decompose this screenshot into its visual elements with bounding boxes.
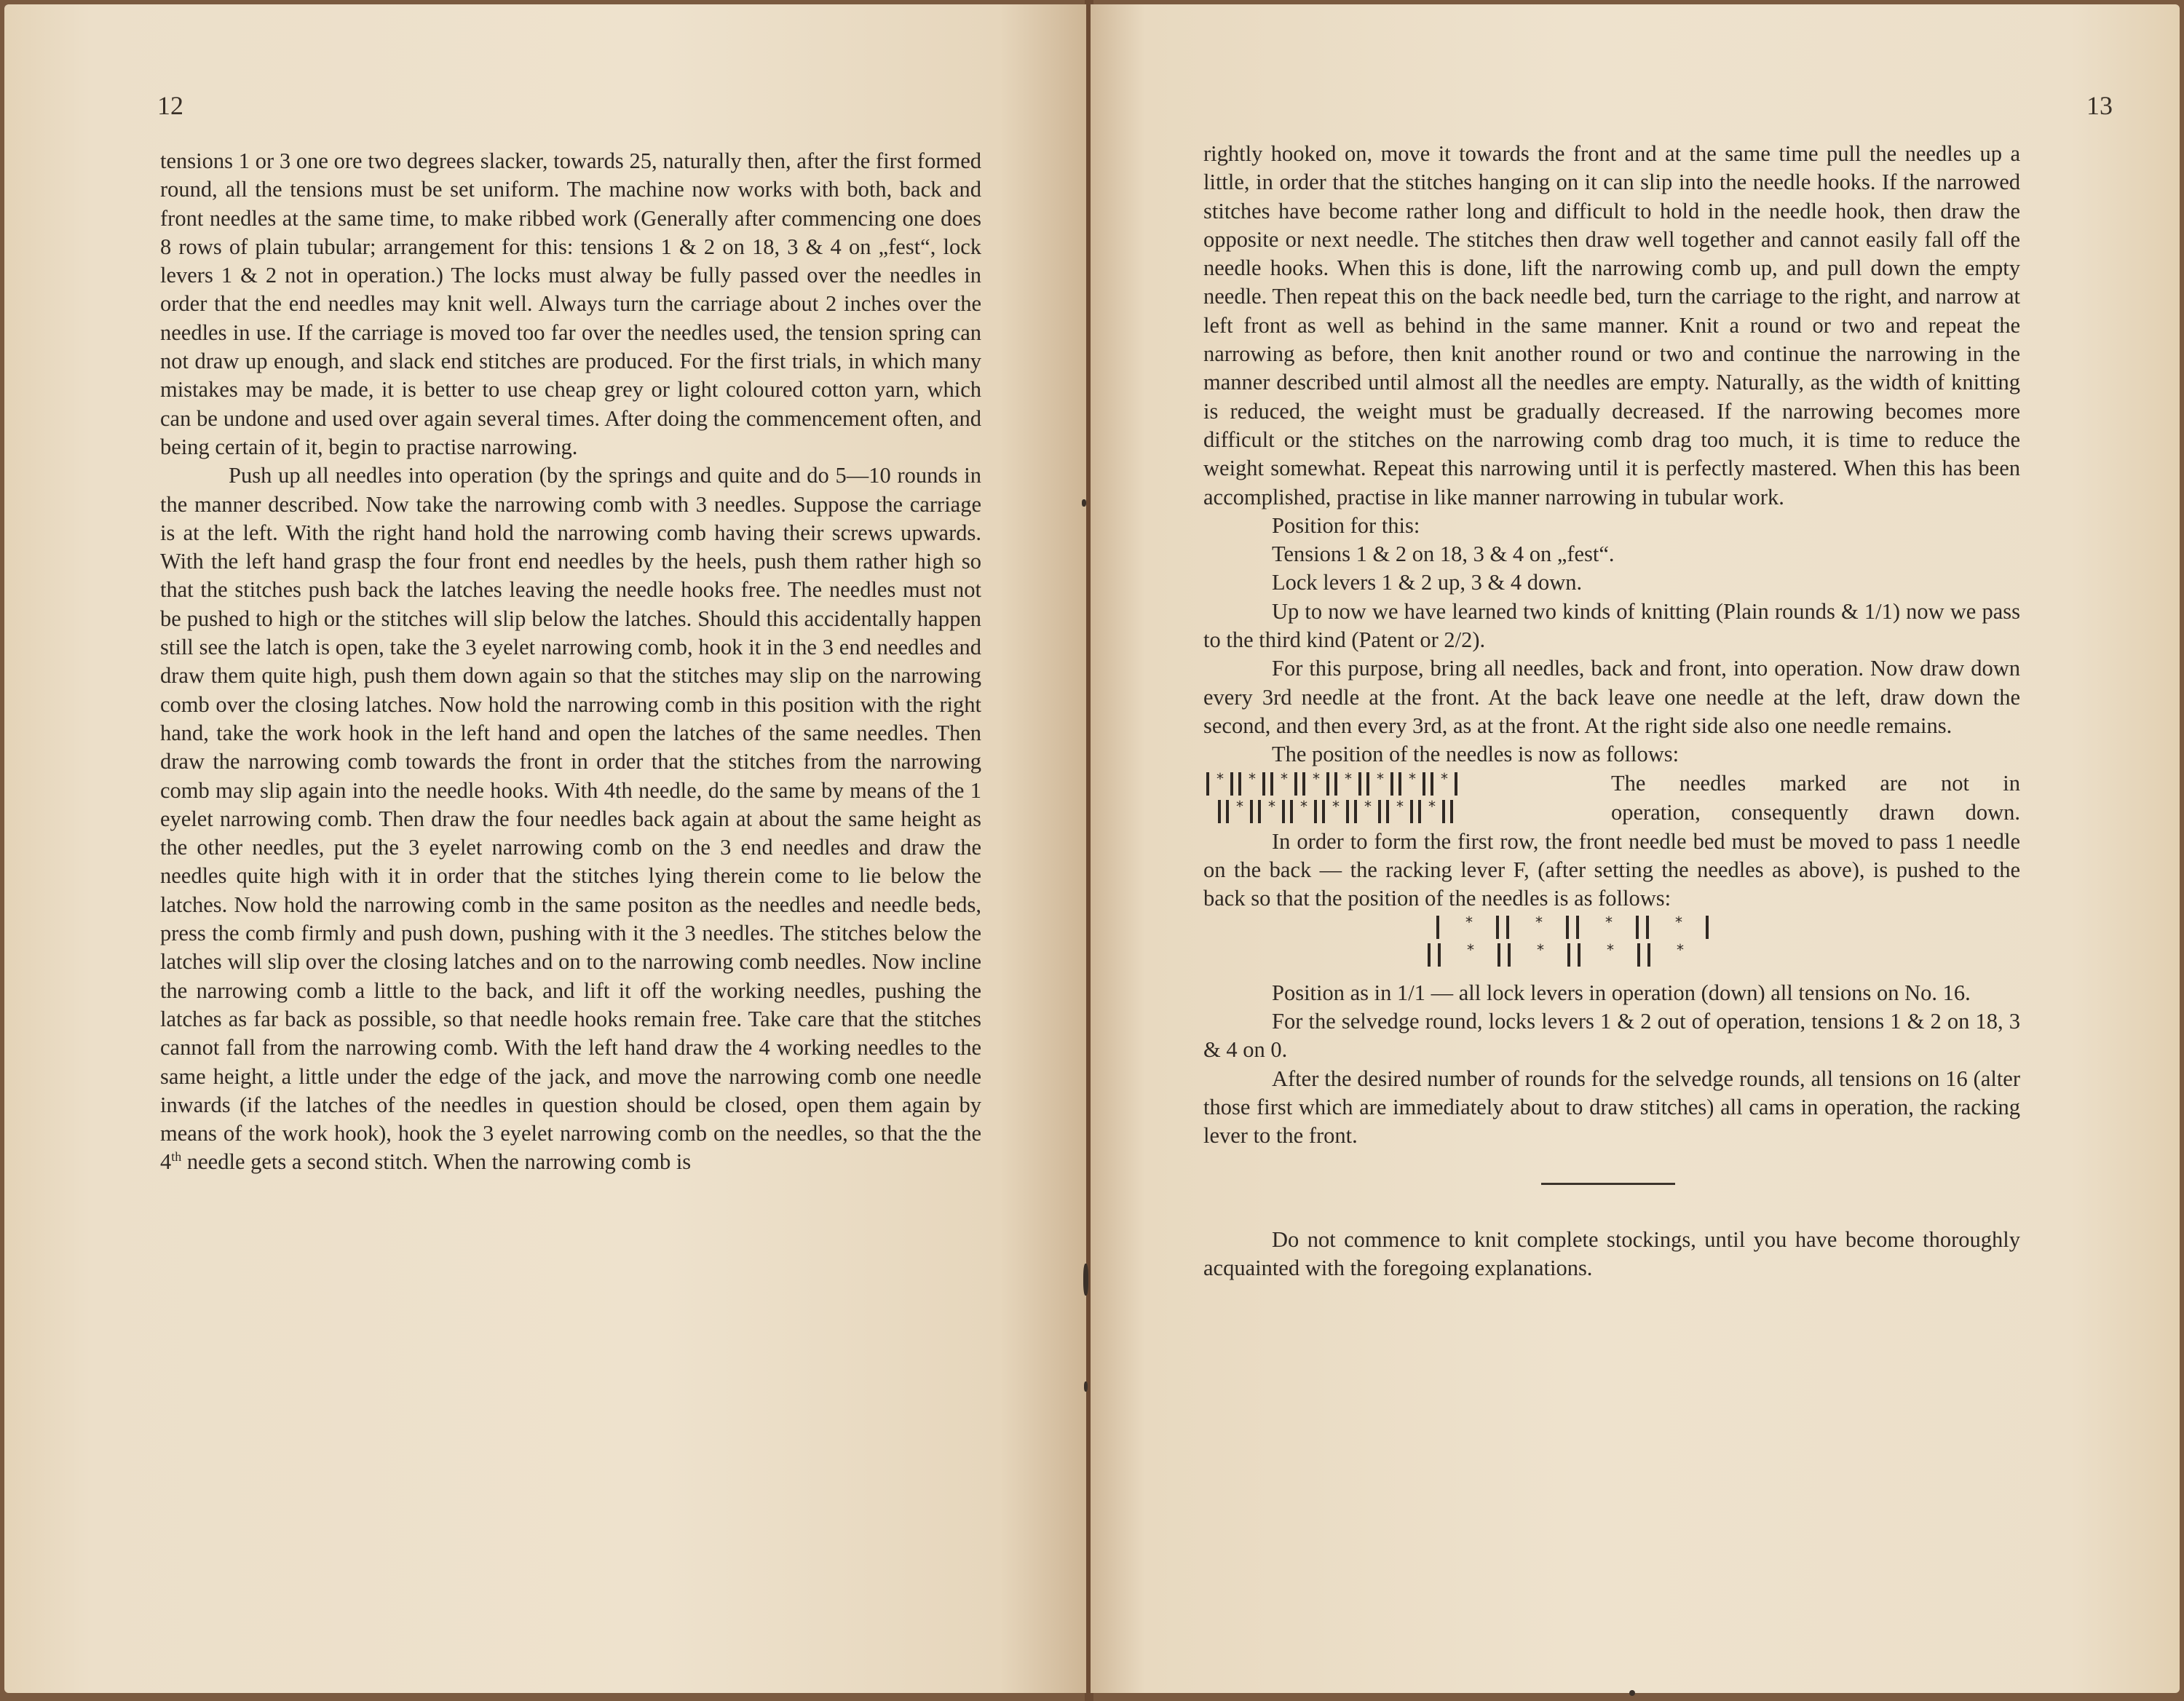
needle-bar [1576,916,1579,939]
needle-bar [1238,772,1241,796]
needle-bar [1647,943,1650,967]
needle-position-diagram [1203,769,1611,828]
needle-drawn-down-mark: * [1216,769,1224,788]
needle-bar [1334,772,1337,796]
needle-bar [1423,772,1425,796]
ink-mark [1082,499,1086,507]
left-paragraph-1: tensions 1 or 3 one ore two degrees slacker, towards 25, naturally then, after the first formed round, all the tensions must be set uniform. The machine now works with both, back and front needles at the same time, to make ribbed work (Generally after commencing one does 8 rows of plain tubular; arrangement for this: tensions 1 & 2 on 18, 3 & 4 on „fest“, lock levers 1 & 2 not in operation.) The locks must alway be fully passed over the needles in order that the end needles may knit well. Always turn the carriage about 2 inches over the needles in use. If the carriage is moved too far over the needles used, the tension spring can not draw up enough, and slack end stitches are produced. For the first trials, in which many mistakes may be made, it is better to use cheap grey or light coloured cotton yarn, which can be undone and used over again several times. After doing the commencement often, and being certain of it, begin to practise narrowing. [160,148,981,459]
ordinal-suffix: th [171,1149,182,1165]
ink-mark [1629,1690,1635,1696]
needle-bar [1250,800,1253,823]
right-paragraph-6: Position as in 1/1 — all lock levers in operation (down) all tensions on No. 16. [1272,980,1971,1005]
needle-bar [1226,800,1229,823]
needle-drawn-down-mark: * [1677,941,1684,959]
needle-bar [1636,916,1639,939]
needle-bar [1206,772,1209,796]
page-number-left: 12 [157,91,183,120]
needle-drawn-down-mark: * [1300,797,1307,815]
racked-needle-diagram [1422,913,1800,971]
needle-bar [1322,800,1325,823]
page-number-right: 13 [2086,91,2113,120]
needle-bar [1497,943,1500,967]
needle-bar [1508,943,1511,967]
needle-drawn-down-mark: * [1467,941,1474,959]
needle-bar [1438,943,1441,967]
tensions-line: Tensions 1 & 2 on 18, 3 & 4 on „fest“. [1272,542,1615,567]
left-paragraph-2 [160,461,981,1176]
needle-drawn-down-mark: * [1409,769,1416,788]
left-page [4,4,1086,1693]
needle-drawn-down-mark: * [1313,769,1320,788]
needle-drawn-down-mark: * [1345,769,1352,788]
needle-bar [1567,943,1570,967]
needle-bar [1366,772,1369,796]
needle-bar [1431,772,1433,796]
needle-bar [1496,916,1499,939]
needle-bar [1258,800,1261,823]
needle-bar [1314,800,1317,823]
needle-bar [1578,943,1580,967]
needle-bar [1354,800,1357,823]
left-paragraph-2-body: Push up all needles into operation (by the springs and quite and do 5—10 rounds in the manner described. Now take the narrowing comb with 3 needles. Suppose the carriage is at the left. With the right hand hold the narrowing comb having their screws upwards. With the left hand grasp the four front end needles by the heels, push them rather high so that the stitches push back the latches leaving the needle hooks free. The needles must not be pushed to high or the stitches will slip below the latches. Should this accidentally happen still see the latch is open, take the 3 eyelet narrowing comb, hook it in the 3 end needles and draw them quite high, push them down again so that the stitches may slip on the narrowing comb over the closing latches. Now hold the narrowing comb in this position with the right hand, take the work hook in the left hand and open the latches of the same needles. Then draw the narrowing comb towards the front in order that the stitches from the narrowing comb may slip again into the needle hooks. With 4th needle, do the same by means of the 1 eyelet narrowing comb. Then draw the four needles back again at about the same height as the other needles, put the 3 eyelet narrowing comb on the 3 end needles and draw the needles quite high with it in order that the stitches lying therein come to lie below the latches. Now hold the narrowing comb in the same positon as the needles and needle beds, press the comb firmly and push down, pushing with it the 3 needles. The stitches below the latches will slip over the closing latches and on to the narrowing comb needles. Now incline the narrowing comb a little to the back, and lift it off the working needles, pushing the latches as far back as possible, so that needle hooks remain free. Take care that the stitches cannot fall from the narrowing comb. With the left hand draw the 4 working needles to the same height, a little under the edge of the jack, and move the narrowing comb one needle inwards (if the latches of the needles in question should be closed, open them again by means of the work hook), hook the 3 eyelet narrowing comb on the needles, so that the [160,463,981,1146]
needle-drawn-down-mark: * [1465,913,1473,932]
right-paragraph-3: For this purpose, bring all needles, back and front, into operation. Now draw down every 3rd needle at the front. At the back leave one needle at the left, draw down the second, and then every 3rd, as at the front. At the right side also one needle remains. [1203,656,2020,738]
left-last-line-lead: the 4 [160,1121,981,1175]
needle-drawn-down-mark: * [1364,797,1372,815]
needle-drawn-down-mark: * [1441,769,1448,788]
needle-drawn-down-mark: * [1396,797,1404,815]
right-paragraph-4: The position of the needles is now as follows: [1272,742,1679,767]
right-page [1091,4,2180,1693]
needle-bar [1436,916,1439,939]
needle-drawn-down-mark: * [1281,769,1288,788]
right-page-text [1203,140,2020,1282]
right-paragraph-1: rightly hooked on, move it towards the front and at the same time pull the needles up a little, in order that the stitches hanging on it can slip into the needle hooks. If the narrowed stitches have become rather long and difficult to hold in the needle hook, then draw the opposite or next needle. The stitches then draw well together and cannot easily fall off the needle hooks. When this is done, lift the narrowing comb up, and pull down the empty needle. Then repeat this on the back needle bed, turn the carriage to the right, and narrow at left front as well as behind in the same manner. Knit a round or two and repeat the narrowing as before, then knit another round or two and continue the narrowing in the manner described until almost all the needles are empty. Naturally, as the width of knitting is reduced, the weight must be gradually decreased. If the narrowing becomes more difficult or the stitches on the narrowing comb drag too much, it is time to reduce the weight somewhat. Repeat this narrowing until it is perfectly mastered. When this has been accomplished, practise in like manner narrowing in tubular work. [1203,141,2020,509]
needle-bar [1290,800,1293,823]
needle-bar [1450,800,1453,823]
needle-bar [1230,772,1233,796]
needle-bar [1386,800,1389,823]
left-last-line-tail: needle gets a second stitch. When the narrowing comb is [186,1149,692,1175]
needle-bar [1378,800,1381,823]
needle-drawn-down-mark: * [1428,797,1436,815]
needle-bar [1410,800,1413,823]
needle-bar [1346,800,1349,823]
locks-line: Lock levers 1 & 2 up, 3 & 4 down. [1272,570,1583,595]
needle-drawn-down-mark: * [1535,913,1543,932]
needle-position-row [1203,769,2020,828]
right-paragraph-9: Do not commence to knit complete stockings, until you have become thoroughly acquainted with the foregoing explanations. [1203,1226,2020,1280]
needle-bar [1706,916,1709,939]
needle-bar [1418,800,1421,823]
needle-drawn-down-mark: * [1607,941,1614,959]
needle-bar [1358,772,1361,796]
right-paragraph-5: In order to form the first row, the front needle bed must be moved to pass 1 needle on the back — the racking lever F, (after setting the needles as above), is pushed to the back so that the position of the needles is as follows: [1203,828,2020,911]
needle-diagram-note-line-2: operation, consequently drawn down. [1611,799,2020,825]
ink-mark [1083,1264,1088,1296]
needle-bar [1398,772,1401,796]
needle-bar [1646,916,1649,939]
needle-bar [1455,772,1457,796]
needle-drawn-down-mark: * [1537,941,1544,959]
needle-bar [1326,772,1329,796]
needle-bar [1302,772,1305,796]
needle-bar [1218,800,1221,823]
needle-drawn-down-mark: * [1377,769,1384,788]
needle-drawn-down-mark: * [1249,769,1256,788]
needle-bar [1262,772,1265,796]
needle-diagram-note [1611,769,2020,827]
needle-drawn-down-mark: * [1605,913,1613,932]
needle-bar [1390,772,1393,796]
position-label: Position for this: [1272,512,1420,538]
needle-drawn-down-mark: * [1268,797,1275,815]
needle-drawn-down-mark: * [1675,913,1682,932]
needle-bar [1566,916,1569,939]
needle-bar [1282,800,1285,823]
needle-bar [1506,916,1509,939]
right-paragraph-7: For the selvedge round, locks levers 1 & 2 out of operation, tensions 1 & 2 on 18, 3 & 4 on 0. [1203,1009,2020,1063]
needle-drawn-down-mark: * [1332,797,1340,815]
right-paragraph-2: Up to now we have learned two kinds of knitting (Plain rounds & 1/1) now we pass to the third kind (Patent or 2/2). [1203,598,2020,653]
needle-diagram-note-line-1: The needles marked are not in [1611,771,2020,796]
needle-bar [1637,943,1640,967]
left-page-text [160,147,981,1177]
ink-mark [1084,1381,1088,1392]
needle-bar [1270,772,1273,796]
needle-bar [1442,800,1445,823]
section-divider [1541,1183,1675,1185]
needle-drawn-down-mark: * [1236,797,1243,815]
needle-bar [1428,943,1431,967]
needle-bar [1294,772,1297,796]
right-paragraph-8: After the desired number of rounds for the selvedge rounds, all tensions on 16 (alter those first which are immediately about to draw stitches) all cams in operation, the racking lever to the front. [1203,1066,2020,1149]
